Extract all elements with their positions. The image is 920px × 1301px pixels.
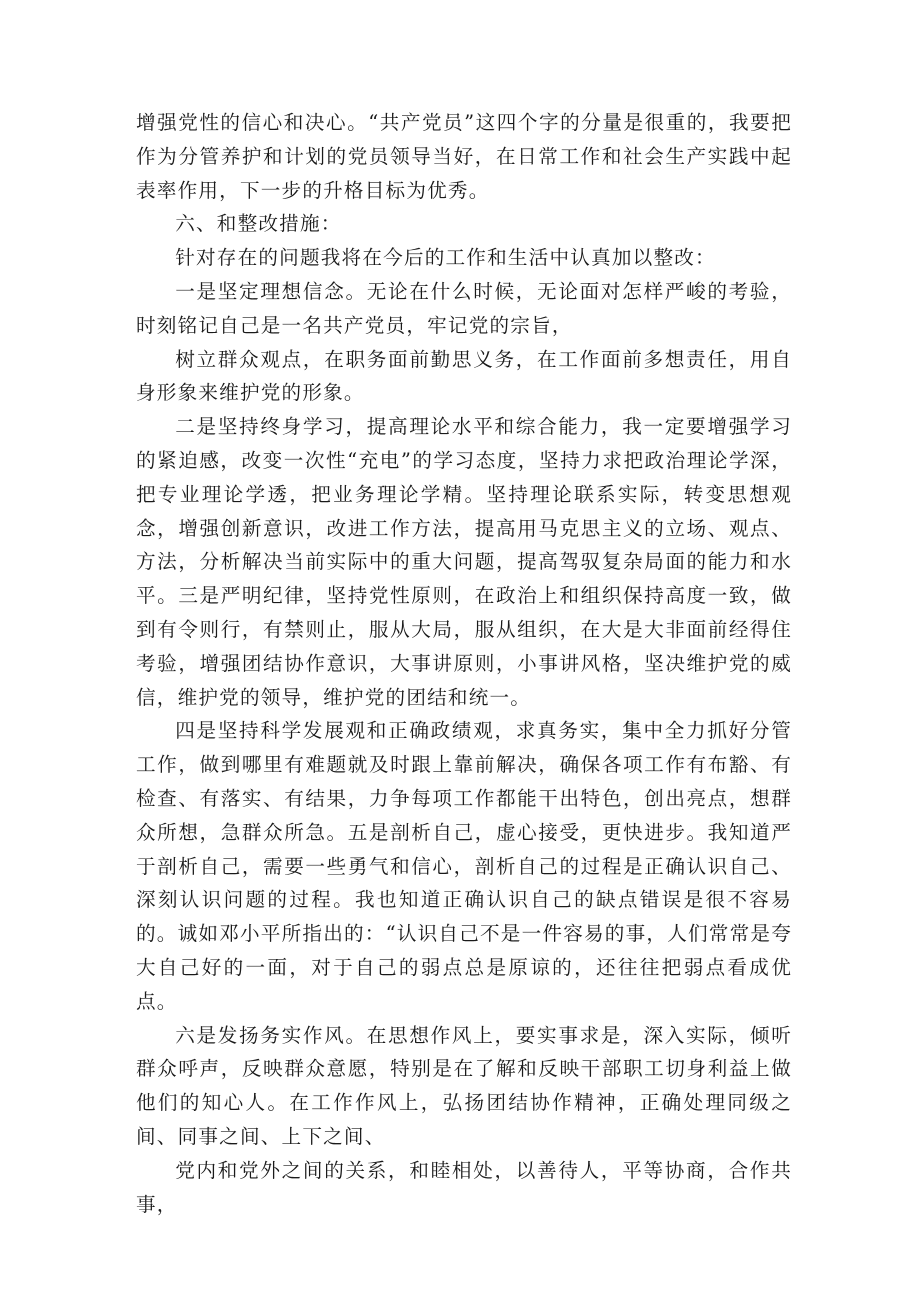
paragraph-relations: 党内和党外之间的关系，和睦相处，以善待人，平等协商，合作共事， [136,1158,792,1216]
paragraph-lifelong-learning: 二是坚持终身学习，提高理论水平和综合能力，我一定要增强学习的紧迫感，改变一次性“充电”的学习态度，坚持力求把政治理论学深，把专业理论学透，把业务理论学精。坚持理论联系实际，转变思想观念，增强创新意识，改进工作方法，提高用马克思主义的立场、观点、方法，分析解决当前实际中的重大问题，提高驾驭复杂局面的能力和水平。三是严明纪律，坚持党性原则，在政治上和组织保持高度一致，做到有令则行，有禁则止，服从大局，服从组织，在大是大非面前经得住考验，增强团结协作意识，大事讲原则，小事讲风格，坚决维护党的威信，维护党的领导，维护党的团结和统一。 [136,415,792,709]
paragraph-party-spirit: 增强党性的信心和决心。“共产党员”这四个字的分量是很重的，我要把作为分管养护和计划的党员领导当好，在日常工作和社会生产实践中起表率作用，下一步的升格目标为优秀。 [136,111,792,202]
paragraph-scientific-development: 四是坚持科学发展观和正确政绩观，求真务实，集中全力抓好分管工作，做到哪里有难题就及时跟上靠前解决，确保各项工作有布豁、有检查、有落实、有结果，力争每项工作都能干出特色，创出亮点，想群众所想，急群众所急。五是剖析自己，虚心接受，更快进步。我知道严于剖析自己，需要一些勇气和信心，剖析自己的过程是正确认识自己、深刻认识问题的过程。我也知道正确认识自己的缺点错误是很不容易的。诚如邓小平所指出的：“认识自己不是一件容易的事，人们常常是夸大自己好的一面，对于自己的弱点总是原谅的，还往往把弱点看成优点。 [136,719,792,1013]
paragraph-practical-style: 六是发扬务实作风。在思想作风上，要实事求是，深入实际，倾听群众呼声，反映群众意愿，特别是在了解和反映干部职工切身利益上做他们的知心人。在工作作风上，弘扬团结协作精神，正确处理同级之间、同事之间、上下之间、 [136,1023,792,1148]
paragraph-ideals-belief: 一是坚定理想信念。无论在什么时候，无论面对怎样严峻的考验，时刻铭记自己是一名共产党员，牢记党的宗旨， [136,279,792,337]
paragraph-heading-rectification: 六、和整改措施： [175,212,342,236]
paragraph-mass-viewpoint: 树立群众观点，在职务面前勤思义务，在工作面前多想责任，用自身形象来维护党的形象。 [136,347,792,405]
document-body [136,106,792,1221]
paragraph-intro-rectification: 针对存在的问题我将在今后的工作和生活中认真加以整改： [175,246,716,270]
